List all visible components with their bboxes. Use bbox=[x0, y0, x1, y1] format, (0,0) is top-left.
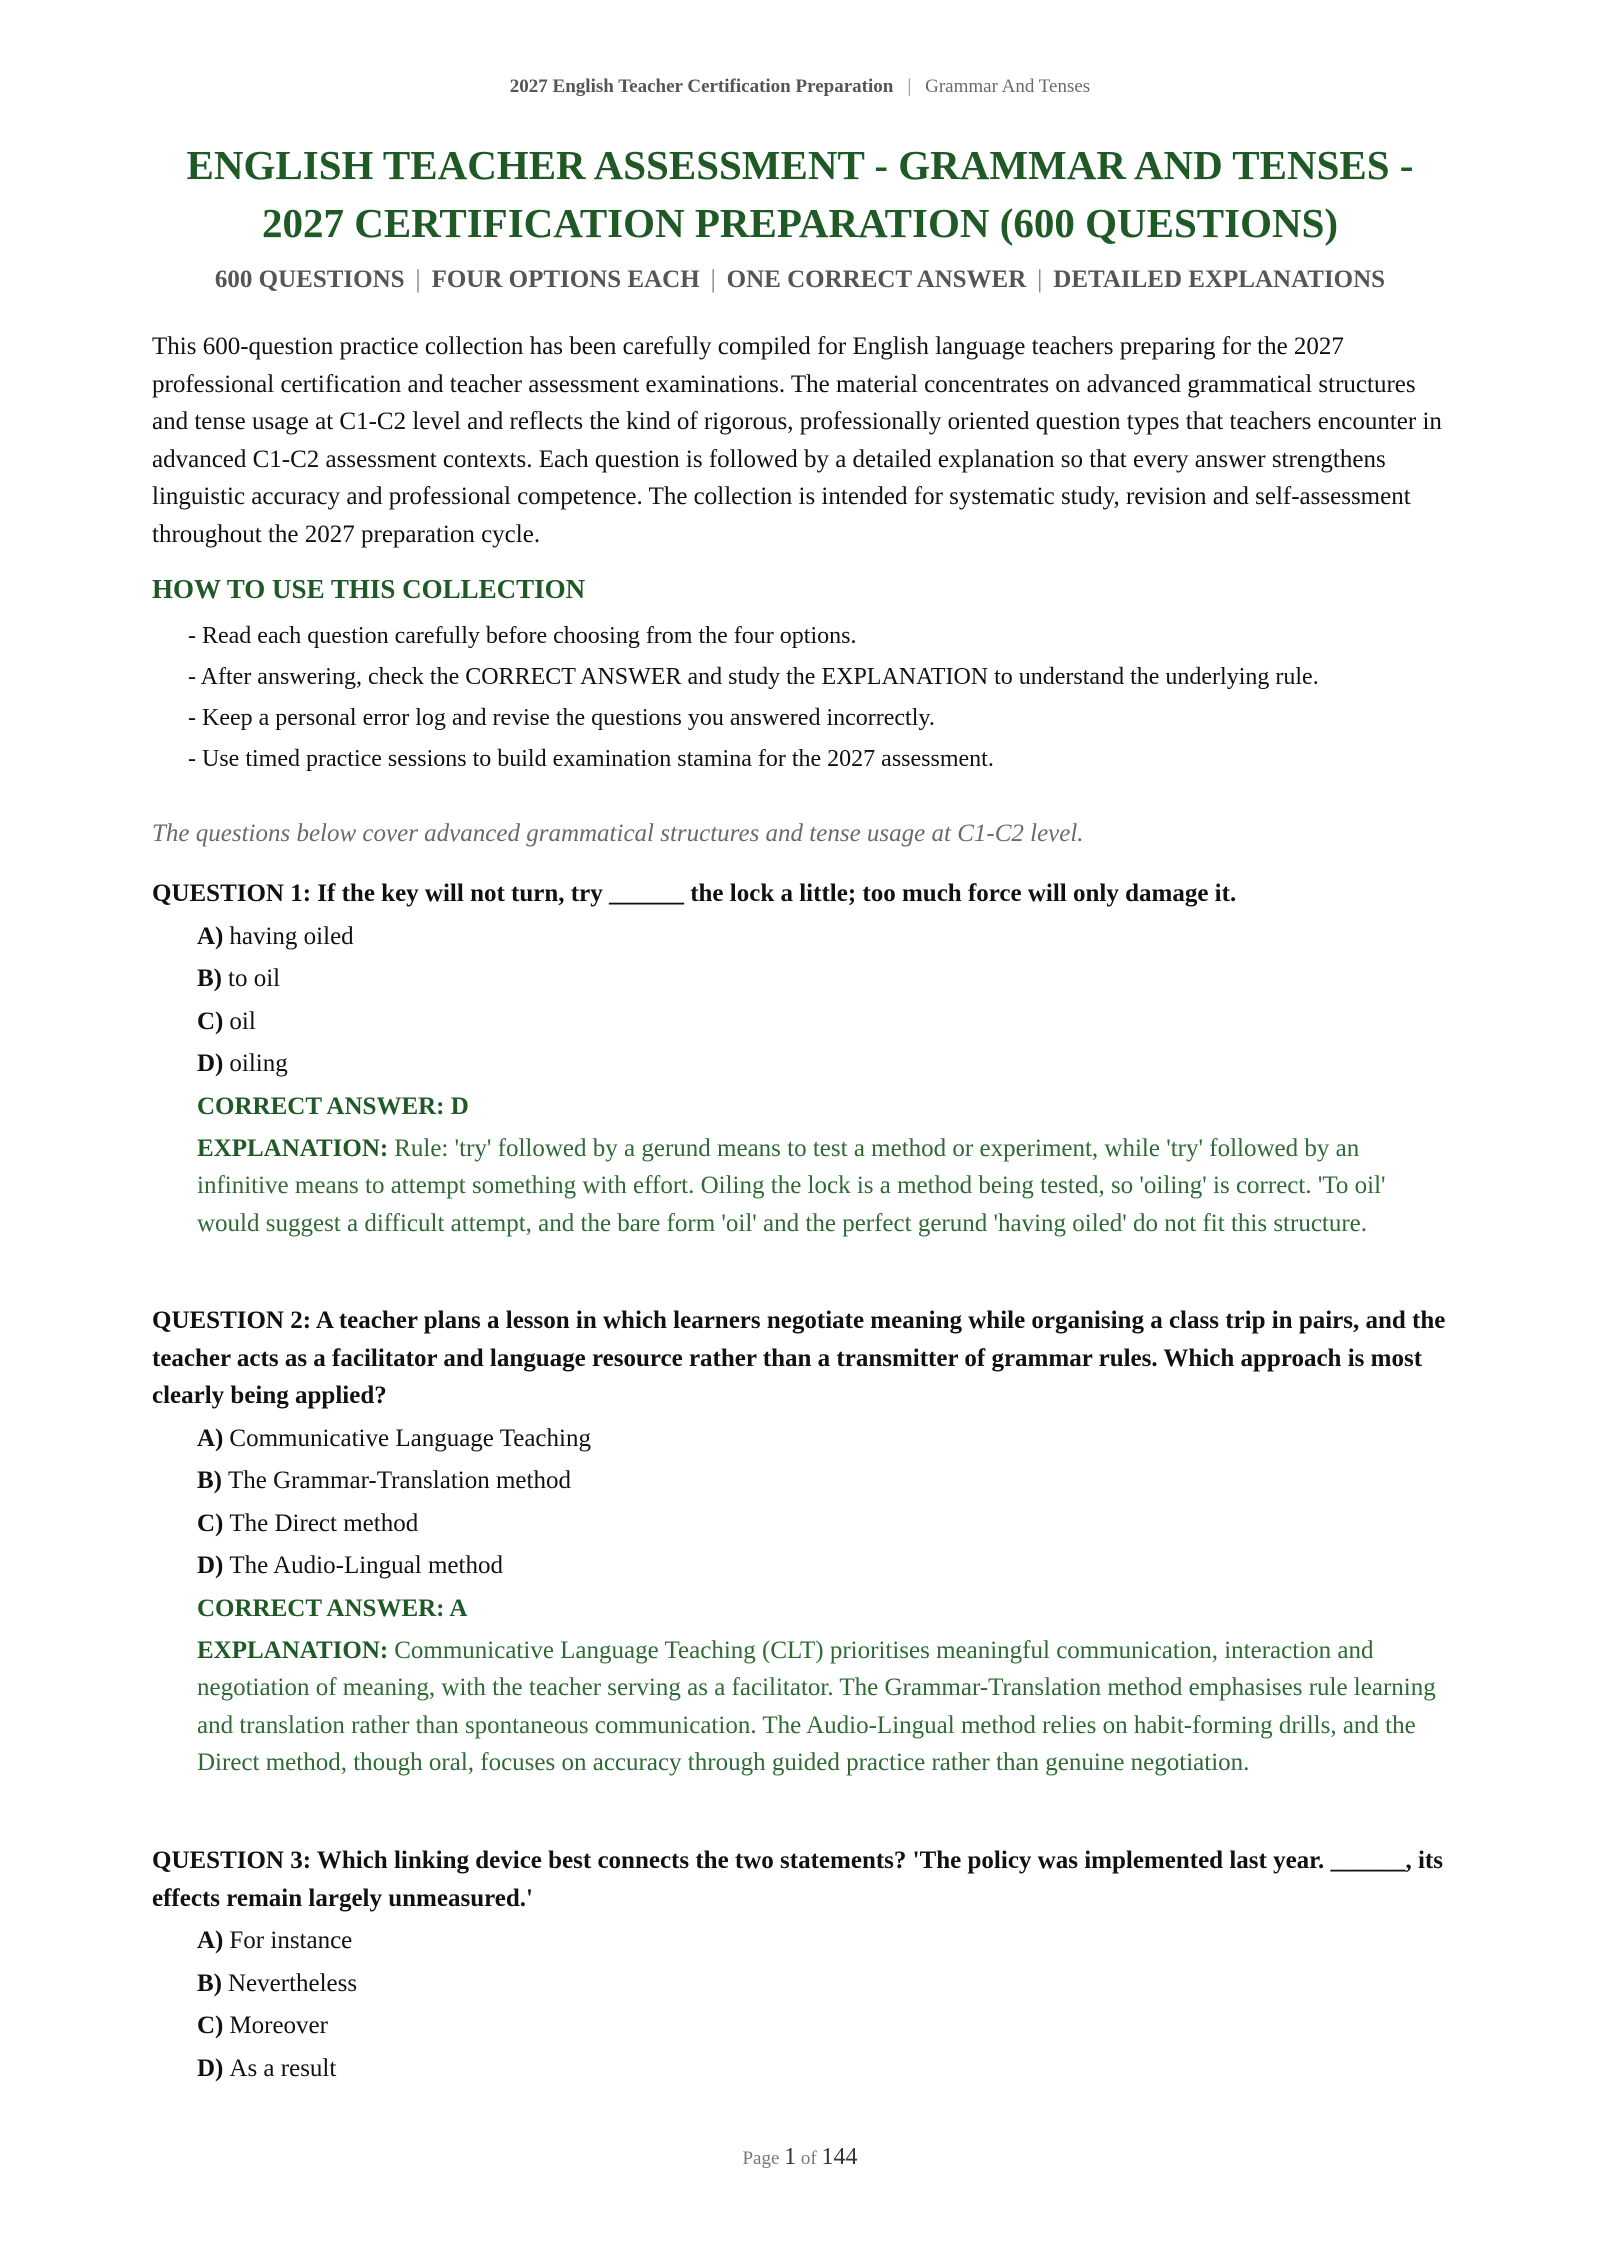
of-word: of bbox=[800, 2148, 817, 2169]
correct-answer: CORRECT ANSWER: D bbox=[197, 1092, 469, 1120]
option-c[interactable] bbox=[197, 2007, 1452, 2045]
subtitle-item: FOUR OPTIONS EACH bbox=[431, 266, 700, 293]
howto-heading: HOW TO USE THIS COLLECTION bbox=[152, 574, 586, 604]
option-text: The Direct method bbox=[229, 1509, 419, 1537]
option-text: Nevertheless bbox=[228, 1969, 358, 1997]
option-a[interactable] bbox=[197, 1420, 1452, 1458]
option-c[interactable] bbox=[197, 1505, 1452, 1543]
page-number: 1 bbox=[784, 2144, 797, 2170]
option-letter: A) bbox=[197, 922, 224, 950]
header-section-title: Grammar And Tenses bbox=[925, 76, 1091, 97]
option-letter: C) bbox=[197, 1007, 224, 1035]
howto-item: - Use timed practice sessions to build examination stamina for the 2027 assessment. bbox=[188, 746, 994, 772]
question-1 bbox=[152, 875, 1452, 1242]
subtitle-separator: | bbox=[710, 266, 716, 293]
option-b[interactable] bbox=[197, 1462, 1452, 1500]
options-list bbox=[197, 918, 1452, 1084]
option-text: Moreover bbox=[229, 2012, 328, 2039]
title-line-1: ENGLISH TEACHER ASSESSMENT - GRAMMAR AND TENSES - bbox=[186, 142, 1414, 188]
option-text: The Grammar-Translation method bbox=[228, 1467, 571, 1494]
page-total: 144 bbox=[821, 2144, 858, 2170]
option-letter: A) bbox=[197, 1927, 224, 1954]
option-letter: D) bbox=[197, 2054, 224, 2082]
question-3 bbox=[152, 1842, 1452, 2092]
howto-item: - After answering, check the CORRECT ANSWER and study the EXPLANATION to understand the underlying rule. bbox=[188, 664, 1319, 690]
subtitle-bar bbox=[100, 266, 1500, 294]
howto-item: - Keep a personal error log and revise the questions you answered incorrectly. bbox=[188, 705, 935, 731]
option-letter: C) bbox=[197, 2012, 224, 2039]
question-stem: QUESTION 2: A teacher plans a lesson in which learners negotiate meaning while organising a class trip in pairs, and the teacher acts as a facilitator and language resource rather than a transmitter of grammar rules. Which approach is most clearly being applied? bbox=[152, 1307, 1446, 1409]
option-d[interactable] bbox=[197, 2050, 1452, 2088]
howto-item: - Read each question carefully before choosing from the four options. bbox=[188, 623, 857, 649]
option-text: As a result bbox=[229, 2054, 337, 2082]
option-d[interactable] bbox=[197, 1045, 1452, 1083]
question-stem: QUESTION 3: Which linking device best connects the two statements? 'The policy was implemented last year. ______, its effects remain largely unmeasured.' bbox=[152, 1847, 1443, 1912]
subtitle-separator: | bbox=[1037, 266, 1043, 293]
page-word: Page bbox=[742, 2148, 780, 2169]
intro-note: The questions below cover advanced grammatical structures and tense usage at C1-C2 level. bbox=[152, 820, 1084, 847]
option-text: The Audio-Lingual method bbox=[229, 1552, 503, 1579]
option-d[interactable] bbox=[197, 1547, 1452, 1585]
explanation-label: EXPLANATION: bbox=[197, 1134, 389, 1162]
option-text: Communicative Language Teaching bbox=[229, 1424, 591, 1452]
page-footer bbox=[0, 2144, 1600, 2171]
option-letter: C) bbox=[197, 1509, 224, 1537]
option-b[interactable] bbox=[197, 960, 1452, 998]
option-text: having oiled bbox=[229, 922, 354, 950]
explanation bbox=[197, 1632, 1452, 1782]
options-list bbox=[197, 1922, 1452, 2088]
running-header bbox=[0, 76, 1600, 98]
subtitle-item: DETAILED EXPLANATIONS bbox=[1053, 266, 1386, 293]
option-c[interactable] bbox=[197, 1003, 1452, 1041]
howto-list bbox=[188, 619, 1452, 783]
option-letter: B) bbox=[197, 1969, 222, 1997]
option-text: to oil bbox=[228, 965, 281, 992]
header-series-title: 2027 English Teacher Certification Preparation bbox=[509, 76, 894, 97]
question-2 bbox=[152, 1302, 1452, 1782]
document-title bbox=[140, 136, 1460, 252]
explanation-text: Communicative Language Teaching (CLT) prioritises meaningful communication, interaction and negotiation of meaning, with the teacher serving as a facilitator. The Grammar-Translation method emphasises rule learning and translation rather than spontaneous communication. The Audio-Lingual method relies on habit-forming drills, and the Direct method, though oral, focuses on accuracy through guided practice rather than genuine negotiation. bbox=[197, 1636, 1436, 1776]
explanation-label: EXPLANATION: bbox=[197, 1636, 389, 1664]
option-letter: B) bbox=[197, 965, 222, 992]
subtitle-item: ONE CORRECT ANSWER bbox=[726, 266, 1027, 293]
option-a[interactable] bbox=[197, 1922, 1452, 1960]
question-stem: QUESTION 1: If the key will not turn, try ______ the lock a little; too much force will only damage it. bbox=[152, 880, 1237, 907]
intro-paragraph: This 600-question practice collection has been carefully compiled for English language teachers preparing for the 2027 professional certification and teacher assessment examinations. The material concentrates on advanced grammatical structures and tense usage at C1-C2 level and reflects the kind of rigorous, professionally oriented question types that teachers encounter in advanced C1-C2 assessment contexts. Each question is followed by a detailed explanation so that every answer strengthens linguistic accuracy and professional competence. The collection is intended for systematic study, revision and self-assessment throughout the 2027 preparation cycle. bbox=[152, 333, 1442, 548]
option-text: oil bbox=[229, 1007, 256, 1035]
option-text: For instance bbox=[229, 1927, 353, 1954]
option-letter: D) bbox=[197, 1552, 224, 1579]
option-text: oiling bbox=[229, 1050, 288, 1077]
option-a[interactable] bbox=[197, 918, 1452, 956]
subtitle-separator: | bbox=[415, 266, 421, 293]
options-list bbox=[197, 1420, 1452, 1586]
option-letter: A) bbox=[197, 1424, 224, 1452]
explanation-text: Rule: 'try' followed by a gerund means to test a method or experiment, while 'try' followed by an infinitive means to attempt something with effort. Oiling the lock is a method being tested, so 'oiling' is correct. 'To oil' would suggest a difficult attempt, and the bare form 'oil' and the perfect gerund 'having oiled' do not fit this structure. bbox=[197, 1134, 1386, 1237]
option-letter: D) bbox=[197, 1050, 224, 1077]
title-line-2: 2027 CERTIFICATION PREPARATION (600 QUESTIONS) bbox=[261, 200, 1339, 246]
header-separator: | bbox=[907, 76, 912, 97]
option-letter: B) bbox=[197, 1467, 222, 1494]
correct-answer: CORRECT ANSWER: A bbox=[197, 1594, 468, 1622]
subtitle-item: 600 QUESTIONS bbox=[214, 266, 405, 293]
explanation bbox=[197, 1130, 1452, 1243]
option-b[interactable] bbox=[197, 1965, 1452, 2003]
